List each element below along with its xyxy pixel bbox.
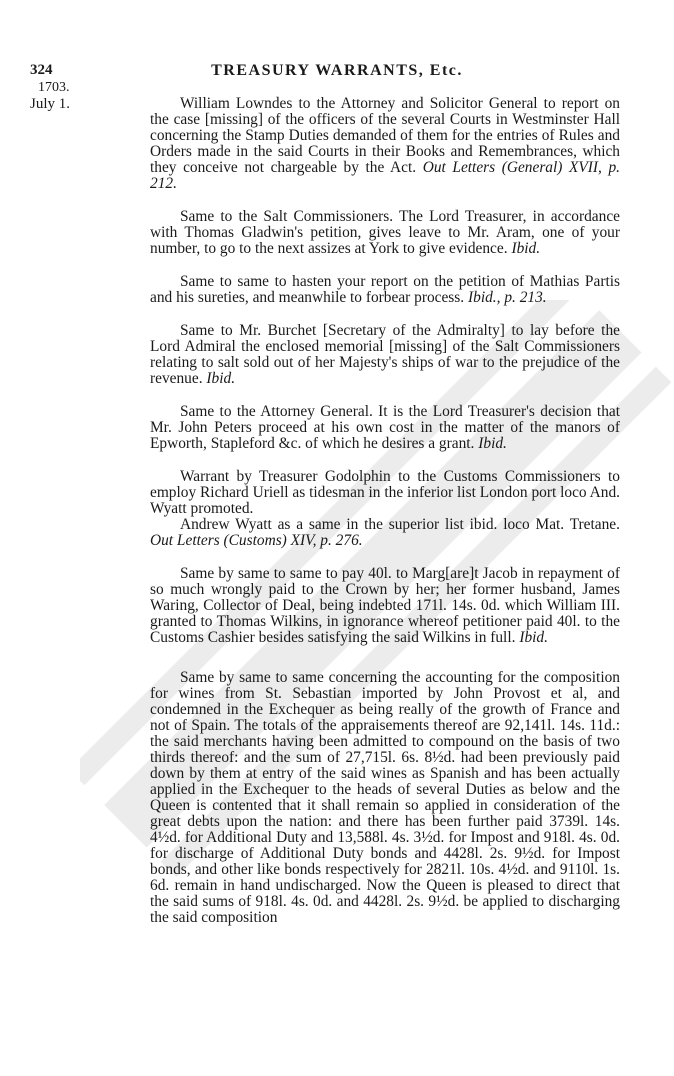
entry-paragraph: Warrant by Treasurer Godolphin to the Customs Commissioners to employ Richard Uriell as tidesman in the inferior list London port loco And. Wyatt promoted. bbox=[150, 468, 620, 517]
entry-paragraph: Same to the Salt Commissioners. The Lord Treasurer, in accordance with Thomas Gladwin's petition, gives leave to Mr. Aram, one of your number, to go to the next assizes at York to give evidence. Ibid. bbox=[150, 208, 620, 257]
entry-paragraph: Same to same to hasten your report on the petition of Mathias Partis and his sureties, and meanwhile to forbear process. Ibid., p. 213. bbox=[150, 273, 620, 306]
entry-paragraph: Same to Mr. Burchet [Secretary of the Admiralty] to lay before the Lord Admiral the enclosed memorial [missing] of the Salt Commissioners relating to salt sold out of her Majesty's ships of war to the prejudice of the revenue. Ibid. bbox=[150, 322, 620, 387]
date-margin: July 1. bbox=[30, 96, 71, 112]
entry-paragraph: Andrew Wyatt as a same in the superior list ibid. loco Mat. Tretane. Out Letters (Customs) XIV, p. 276. bbox=[150, 516, 620, 549]
entry-paragraph: Same to the Attorney General. It is the Lord Treasurer's decision that Mr. John Peters proceed at his own cost in the matter of the manors of Epworth, Stapleford &c. of which he desires a grant. Ibid. bbox=[150, 403, 620, 452]
page-body bbox=[150, 96, 620, 943]
page-number: 324 bbox=[30, 62, 53, 78]
entry-paragraph: William Lowndes to the Attorney and Solicitor General to report on the case [missing] of the officers of the several Courts in Westminster Hall concerning the Stamp Duties demanded of them for the entries of Rules and Orders made in the said Courts in their Books and Remembrances, which they conceive not chargeable by the Act. Out Letters (General) XVII, p. 212. bbox=[150, 95, 621, 192]
entry-paragraph: Same by same to same to pay 40l. to Marg[are]t Jacob in repayment of so much wrongly paid to the Crown by her; her former husband, James Waring, Collector of Deal, being indebted 171l. 14s. 0d. which William III. granted to Thomas Wilkins, in ignorance whereof petitioner paid 40l. to the Customs Cashier besides satisfying the said Wilkins in full. Ibid. bbox=[150, 565, 620, 646]
running-head: TREASURY WARRANTS, Etc. bbox=[211, 62, 463, 79]
entry-paragraph: Same by same to same concerning the accounting for the composition for wines from St. Sebastian imported by John Provost et al, and condemned in the Exchequer as being really of the growth of France and not of Spain. The totals of the appraisements thereof are 92,141l. 14s. 11d.: the said merchants having been admitted to compound on the basis of two thirds thereof: and the sum of 27,715l. 6s. 8½d. had been previously paid down by them at entry of the said wines as Spanish and has been actually applied in the Exchequer to the heads of several Duties as below and the Queen is contented that it shall remain so applied in consideration of the great debts upon the nation: and there has been further paid 3739l. 14s. 4½d. for Additional Duty and 13,588l. 4s. 3½d. for Impost and 918l. 4s. 0d. for discharge of Additional Duty bonds and 4428l. 2s. 9½d. for Impost bonds, and other like bonds respectively for 2821l. 10s. 4½d. and 9110l. 1s. 6d. remain in hand undischarged. Now the Queen is pleased to direct that the said sums of 918l. 4s. 0d. and 4428l. 2s. 9½d. be applied to discharging the said composition bbox=[150, 669, 620, 926]
year-margin: 1703. bbox=[38, 80, 70, 95]
